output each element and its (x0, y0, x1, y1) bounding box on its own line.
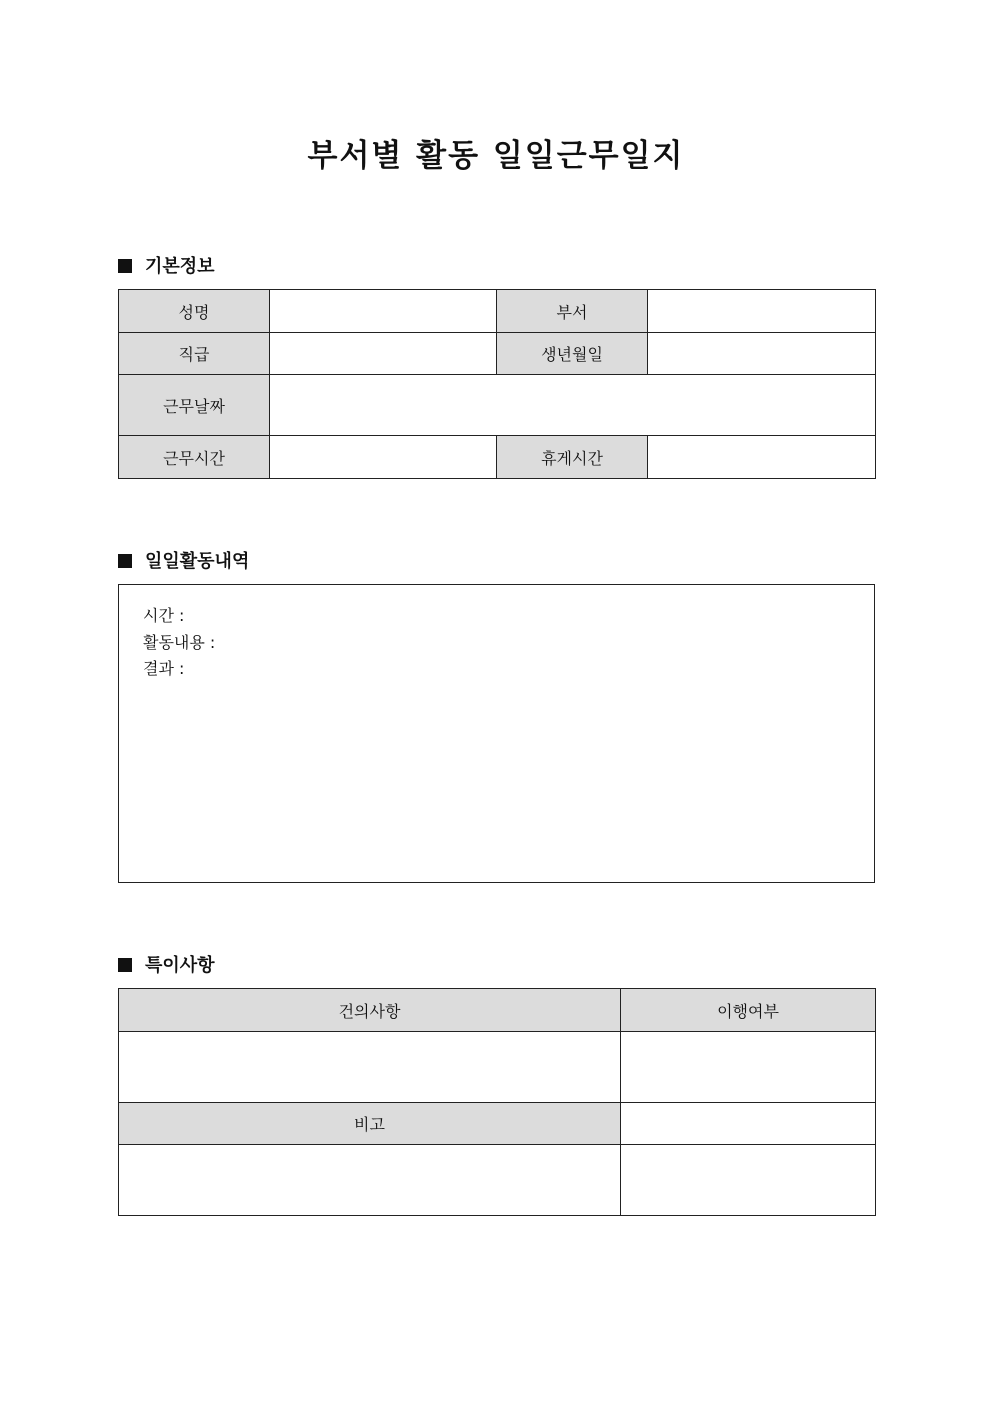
position-label: 직급 (119, 333, 270, 375)
implementation-label: 이행여부 (621, 989, 876, 1032)
suggestion-field[interactable] (119, 1032, 621, 1103)
document-title: 부서별 활동 일일근무일지 (307, 138, 685, 174)
square-bullet-icon (118, 554, 132, 568)
implementation-field[interactable] (621, 1032, 876, 1103)
activity-lines (143, 603, 215, 683)
square-bullet-icon (118, 958, 132, 972)
note-extra-field[interactable] (621, 1145, 876, 1216)
break-time-label: 휴게시간 (497, 436, 648, 479)
daily-activity-heading (118, 548, 249, 572)
suggestion-label: 건의사항 (119, 989, 621, 1032)
basic-info-table (118, 289, 876, 479)
remarks-heading-text: 특이사항 (145, 955, 215, 976)
work-hours-field[interactable] (270, 436, 497, 479)
department-label: 부서 (497, 290, 648, 333)
name-label: 성명 (119, 290, 270, 333)
position-field[interactable] (270, 333, 497, 375)
work-date-label: 근무날짜 (119, 375, 270, 436)
note-field[interactable] (119, 1145, 621, 1216)
break-time-field[interactable] (648, 436, 876, 479)
remarks-table (118, 988, 876, 1216)
name-field[interactable] (270, 290, 497, 333)
daily-activity-box[interactable] (118, 584, 875, 883)
department-field[interactable] (648, 290, 876, 333)
note-side-field[interactable] (621, 1103, 876, 1145)
activity-result-label: 결과 : (143, 659, 185, 678)
basic-info-heading-text: 기본정보 (145, 256, 215, 277)
birthdate-field[interactable] (648, 333, 876, 375)
daily-activity-heading-text: 일일활동내역 (145, 551, 250, 572)
remarks-heading (118, 952, 215, 976)
birthdate-label: 생년월일 (497, 333, 648, 375)
square-bullet-icon (118, 259, 132, 273)
work-date-field[interactable] (270, 375, 876, 436)
activity-time-label: 시간 : (143, 606, 185, 625)
note-label: 비고 (119, 1103, 621, 1145)
basic-info-heading (118, 253, 215, 277)
work-hours-label: 근무시간 (119, 436, 270, 479)
activity-content-label: 활동내용 : (143, 632, 216, 652)
